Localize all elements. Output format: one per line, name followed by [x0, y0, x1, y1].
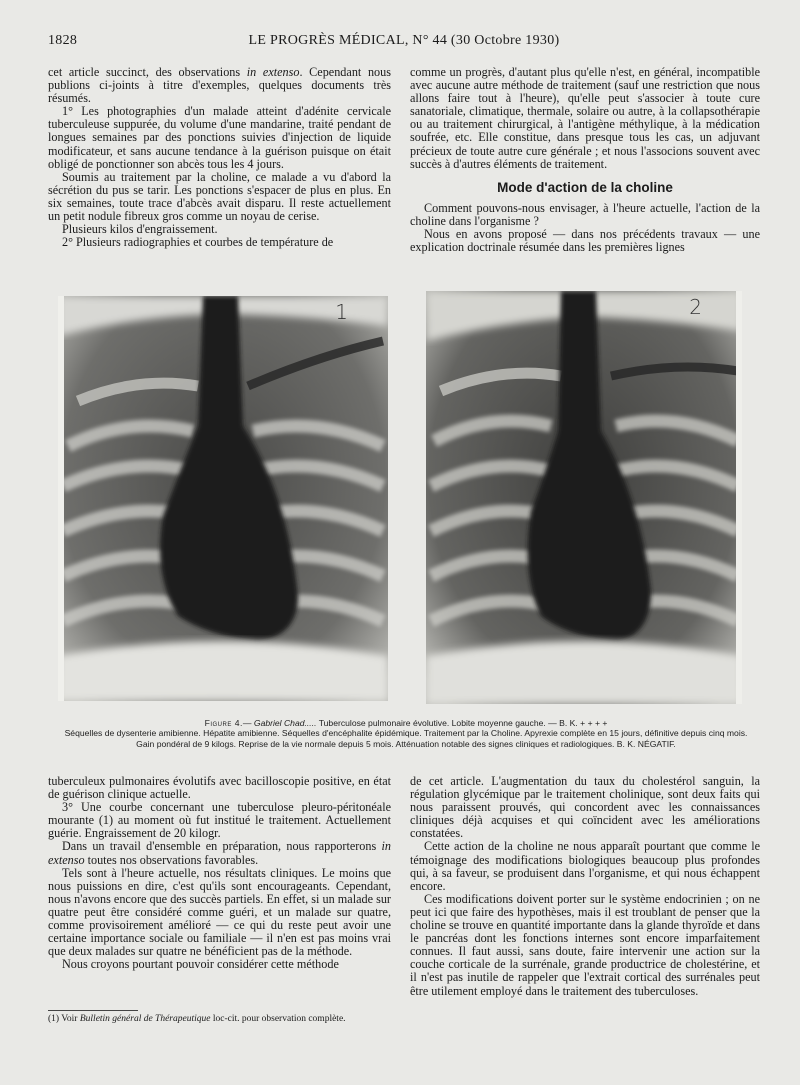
paragraph: 1° Les photographies d'un malade atteint d'adénite cervicale tuberculeuse suppurée, du volume d'une mandarine, traité pendant de longues semaines par des ponctions suivies d'injection de liquide modificateur, et sans aucune tendance à la guérison puisque on était obligé de ponctionner son abcès tous les 4 jours. — [48, 104, 391, 171]
figure-number-label: 2 — [689, 295, 702, 319]
running-title: LE PROGRÈS MÉDICAL, N° 44 (30 Octobre 1930) — [248, 33, 560, 48]
column-top-left — [48, 66, 391, 249]
chest-xray-1-image — [58, 296, 388, 701]
paragraph: de cet article. L'augmentation du taux du cholestérol sanguin, la régulation glycémique par le traitement cholinique, sont deux faits qui nous paraissent prouvés, qui concordent avec les connaissances cliniques déjà acquises et qui coïncident avec les améliorations constatées. — [410, 774, 760, 841]
chest-xray-2-image — [426, 291, 742, 704]
paragraph: 3° Une courbe concernant une tuberculose pleuro-péritonéale mourante (1) au moment où fut institué le traitement. Actuellement guérie. Engraissement de 20 kilogr. — [48, 800, 391, 841]
column-bottom-left — [48, 775, 391, 971]
paragraph: Comment pouvons-nous envisager, à l'heure actuelle, l'action de la choline dans l'organisme ? — [410, 200, 760, 228]
footnote-divider — [48, 1010, 138, 1011]
section-heading: Mode d'action de la choline — [497, 179, 673, 195]
xray-figure-2 — [426, 291, 742, 704]
footnote: (1) Voir Bulletin général de Thérapeutique loc-cit. pour observation complète. — [48, 1014, 346, 1024]
column-top-right — [410, 66, 760, 254]
xray-figure-1 — [58, 296, 388, 701]
caption-line-2: Séquelles de dysenterie amibienne. Hépatite amibienne. Séquelles d'encéphalite épidémique. Traitement par la Choline. Apyrexie complète en 15 jours, définitive depuis cinq mois. Gain pondéral de 9 kilogs. Reprise de la vie normale depuis 5 mois. Atténuation notable des signes cliniques et radiologiques. B. K. NÉGATIF. — [64, 728, 748, 749]
paragraph: Plusieurs kilos d'engraissement. — [62, 222, 218, 237]
paragraph: Ces modifications doivent porter sur le système endocrinien ; on ne peut ici que faire des hypothèses, mais il est troublant de penser que la choline se trouve en quantité importante dans la glande thyroïde et dans le pancréas dont les fonctions internes sont encore imparfaitement connues. Il faut aussi, sans doute, faire intervenir une action sur la couche corticale de la surrénale, grande productrice de cholestérine, et il n'est pas inutile de rappeler que l'extrait cortical des surrénales peut être utilement employé dans le traitement des tuberculoses. — [410, 891, 760, 998]
paragraph: comme un progrès, d'autant plus qu'elle n'est, en général, incompatible avec aucune autre méthode de traitement (sauf une restriction que nous allons faire tout à l'heure), qu'elle peut s'associer à toute cure sanatoriale, climatique, thermale, solaire ou autre, à la collapsothérapie ou au traitement chirurgical, à l'antigène méthylique, à la médication soufrée, etc. Elle constitue, dans presque tous les cas, un adjuvant précieux de toute autre cure générale ; et nous l'associons souvent avec succès à d'autres éléments de traitement. — [410, 65, 760, 171]
page-header — [48, 33, 760, 51]
caption-line-1: Tuberculose pulmonaire évolutive. Lobite moyenne gauche. — B. K. + + + + — [316, 718, 608, 728]
paragraph: tuberculeux pulmonaires évolutifs avec bacilloscopie positive, en état de guérison clinique actuelle. — [48, 774, 391, 802]
figure-label: Figure 4. — [204, 718, 243, 728]
paragraph: Cette action de la choline ne nous apparaît pourtant que comme le témoignage des modifications biologiques beaucoup plus profondes qui, à sa faveur, se produisent dans l'organisme, et qui nous échappent encore. — [410, 839, 760, 893]
figure-number-label: 1 — [335, 300, 348, 324]
paragraph: Soumis au traitement par la choline, ce malade a vu d'abord la sécrétion du pus se tarir. Les ponctions s'espacer de plus en plus. En six semaines, toute trace d'abcès avait disparu. Il reste actuellement un petit nodule fibreux gros comme un noyau de cerise. — [48, 169, 391, 224]
patient-name: Gabriel Chad..... — [253, 718, 317, 728]
paragraph: Tels sont à l'heure actuelle, nos résultats cliniques. Le moins que nous puissions en dire, c'est qu'ils sont encourageants. Cependant, nous n'avons encore que des succès partiels. En effet, si un malade sur quatre peut être considéré comme guéri, et un malade sur quatre, comme provisoirement amélioré — ce qui du reste peut avoir une certaine importance sociale ou familiale — il n'en est pas moins vrai que deux malades sur quatre ne bénéficient pas de la méthode. — [48, 865, 391, 959]
paragraph: 2° Plusieurs radiographies et courbes de température de — [62, 235, 334, 250]
figure-caption: Figure 4.— Gabriel Chad..... Tuberculose pulmonaire évolutive. Lobite moyenne gauche. — B. K. + + + + Séquelles de dysenterie amibienne. Hépatite amibienne. Séquelles d'encéphalite épidémique. Traitement par la Choline. Apyrexie complète en 15 jours, définitive depuis cinq mois. Gain pondéral de 9 kilogs. Reprise de la vie normale depuis 5 mois. Atténuation notable des signes cliniques et radiologiques. B. K. NÉGATIF. — [64, 718, 748, 749]
paragraph: Dans un travail d'ensemble en préparation, nous rapporterons in extenso toutes nos observations favorables. — [48, 839, 391, 867]
column-bottom-right — [410, 775, 760, 998]
paragraph: cet article succinct, des observations in extenso. Cependant nous publions ci-joints à titre d'exemples, quelques documents très résumés. — [48, 65, 391, 106]
paragraph: Nous croyons pourtant pouvoir considérer cette méthode — [62, 957, 339, 972]
paragraph: Nous en avons proposé — dans nos précédents travaux — une explication doctrinale résumée dans les premières lignes — [410, 227, 760, 255]
page-number: 1828 — [48, 33, 78, 48]
